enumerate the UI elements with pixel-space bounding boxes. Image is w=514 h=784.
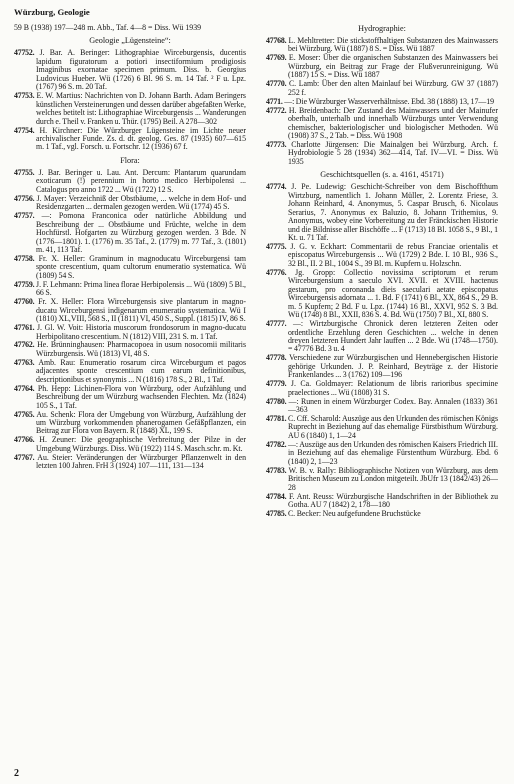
entry-number: 47752. — [14, 48, 35, 58]
right-column — [266, 24, 498, 766]
entry-number: 47761. — [14, 323, 35, 333]
page-number: 2 — [14, 768, 19, 779]
bibliography-entry — [266, 80, 498, 97]
entry-text: Au. Schenk: Flora der Umgebung von Würzburg, Aufzählung der um Würzburg vorkommenden phanerogamen Gefäßpflanzen, ein Beitrag zur Flora von Bayern. R (1848) XL, 199 S. — [36, 409, 246, 436]
bibliography-entry — [14, 281, 246, 298]
bibliography-entry — [14, 49, 246, 91]
entry-number: 4771. — [266, 96, 283, 106]
entry-text: Fr. X. Heller: Graminum in magnoducatu Wirceburgensi tam sponte crescentium, quam cultorum enumeratio systematica. Wü (1809) 54 S. — [36, 253, 246, 280]
entry-number: 47783. — [266, 465, 287, 475]
bibliography-entry — [14, 411, 246, 436]
entry-text: W. B. v. Rally: Bibliographische Notizen von Würzburg, aus dem Britischen Museum zu London mitgeteilt. JbUfr 13 (1842/43) 26—28 — [288, 465, 498, 492]
bibliography-entry — [14, 359, 246, 384]
entry-text: J. F. Lehmann: Prima linea florae Herbipolensis ... Wü (1809) 5 Bl., 66 S. — [36, 279, 246, 298]
bibliography-entry — [266, 37, 498, 54]
entry-number: 47776. — [266, 267, 287, 277]
left-sections — [14, 36, 246, 470]
entry-number: 47782. — [266, 439, 287, 449]
entry-text: Charlotte Jürgensen: Die Mainalgen bei Würzburg. Arch. f. Hydrobiologie 5 28 (1934) 362—414, Taf. IV—VI. = Diss. Wü 1935 — [288, 139, 498, 166]
entry-number: 47767. — [14, 452, 35, 462]
entry-number: 47780. — [266, 396, 287, 406]
entry-text: —: Auszüge aus den Urkunden des römischen Kaisers Friedrich III. in Beziehung auf das ehemalige Fürstenthum Würzburg. Ebd. 6 (1840) 2, 1—23 — [288, 439, 498, 466]
bibliography-entry — [266, 54, 498, 79]
entry-number: 47775. — [266, 241, 287, 251]
entry-text: —: Die Würzburger Wasserverhältnisse. Ebd. 38 (1888) 13, 17—19 — [284, 96, 495, 106]
entry-text: Au. Steier: Veränderungen der Würzburger Pflanzenwelt in den letzten 100 Jahren. FrH 3 (1924) 107—111, 131—134 — [36, 452, 246, 471]
bibliography-entry — [266, 107, 498, 141]
bibliography-entry — [14, 92, 246, 126]
right-sections — [266, 24, 498, 518]
entry-number: 47768. — [266, 36, 287, 45]
entry-number: 47774. — [266, 182, 287, 192]
entry-text: J. Gl. W. Voit: Historia muscorum frondosorum in magno-ducatu Herbipolitano crescentium. N (1812) VIII, 231 S. m. 1 Taf. — [36, 323, 246, 341]
entry-number: 47785. — [266, 509, 287, 519]
entry-number: 47753. — [14, 91, 35, 101]
entry-number: 47758. — [14, 253, 35, 263]
entry-text: E. W. Martius: Nachrichten von D. Johann Barth. Adam Beringers künstlichen Versteinerungen und dessen darüber abgefaßten Werke, welches betitelt ist: Lithographiae Wirceburgensis ... Wanderungen durch e. Theil v. Franken u. Thür. (1795) Beil. A 278—302 — [36, 91, 246, 126]
entry-number: 47773. — [266, 139, 287, 149]
entry-number: 47757. — [14, 211, 35, 221]
bibliography-entry — [266, 467, 498, 492]
bibliography-entry — [14, 436, 246, 453]
bibliography-entry — [266, 243, 498, 268]
entry-text: J. Bar. Beringer u. Lau. Ant. Dercum: Plantarum quarundam exoticarum (!) perennium in horto medico Herbipolensi ... Catalogus pro anno 1722 ... Wü (1722) 12 S. — [36, 167, 246, 194]
entry-number: 47756. — [14, 193, 35, 203]
entry-number: 47763. — [14, 357, 35, 367]
left-column — [14, 24, 246, 766]
entry-text: He. Brünninghausen: Pharmacopoea in usum nosocomii militaris Würzburgensis. Wü (1813) VI, 48 S. — [36, 340, 246, 358]
entry-text: C. Lamb: Über den alten Mainlauf bei Würzburg. GW 37 (1887) 252 f. — [288, 79, 498, 97]
entry-number: 47777. — [266, 319, 287, 329]
bibliography-entry — [14, 255, 246, 280]
entry-text: H. Kirchner: Die Würzburger Lügensteine im Lichte neuer archivalischer Funde. Zs. d. dt. geolog. Ges. 87 (1935) 607—615 m. 1 Taf., vgl. Forsch. u. Fortschr. 12 (1936) 67 f. — [36, 125, 246, 152]
continuation-text: 59 B (1938) 197—248 m. Abb., Taf. 4—8 = Diss. Wü 1939 — [14, 24, 202, 32]
entry-text: H. Breidenbach: Der Zustand des Mainwassers und der Mainufer oberhalb, unterhalb und innerhalb Würzburgs unter Verwendung chemischer, bakteriologischer und biologischer Methoden. Wü (1908) 37 S., 2 Tab. = Diss. Wü 1908 — [288, 105, 498, 140]
bibliography-entry — [14, 212, 246, 254]
entry-number: 47759. — [14, 279, 35, 289]
entry-text: —: Wirtzburgische Chronick deren letzteren Zeiten oder ordentliche Erzehlung deren Geschichten ... welche in denen dreyen letzteren Hundert Jahr lauffen ... 2 Bde. Wü (1748—1750). = 47776 Bd. 3 u. 4 — [288, 319, 498, 354]
bibliography-entry — [14, 298, 246, 323]
entry-number: 47765. — [14, 409, 35, 419]
entry-text: J. G. v. Eckhart: Commentarii de rebus Franciae orientalis et episcopatus Wirceburgensis ... Wü (1729) 2 Bde. I. 10 Bl., 936 S., 32 Bl., II. 2 Bl., 1004 S., 39 Bl. m. Kupfern u. Holzschn. — [288, 241, 498, 268]
bibliography-entry — [266, 441, 498, 466]
bibliography-entry — [266, 510, 498, 518]
entry-number: 47755. — [14, 167, 35, 177]
entry-text: L. Mehltretter: Die stickstoffhaltigen Substanzen des Mainwassers bei Würzburg. Wü (1887) 8 S. = Diss. Wü 1887 — [288, 36, 498, 54]
entry-number: 47766. — [14, 435, 35, 445]
entry-text: E. Moser: Über die organischen Substanzen des Mainwassers bei Würzburg, ein Beitrag zur Frage der Flußverunreinigung. Wü (1887) 15 S. = Diss. Wü 1887 — [288, 53, 498, 80]
entry-number: 47772. — [266, 105, 287, 115]
bibliography-entry — [266, 183, 498, 242]
entry-text: Ph. Hepp: Lichinen-Flora von Würzburg, oder Aufzählung und Beschreibung der um Würzburg wachsenden Flechten. Mz (1824) 105 S., 1 Taf. — [36, 383, 246, 410]
entry-text: F. Ant. Reuss: Würzburgische Handschriften in der Bibliothek zu Gotha. AU 7 (1842) 2, 178—180 — [288, 491, 498, 510]
entry-text: J. Bar. A. Beringer: Lithographiae Wirceburgensis, ducentis lapidum figuratorum a potiori insectiformium prodigiosis Imaginibus exornatae specimen primum. Diss. b. Georgius Ludovicus Hueber. Wü (1726) 6 Bl. 96 S. m. 14 Taf. ² F u. Lpz. (1767) 96 S. m. 20 Taf. — [36, 48, 246, 92]
bibliography-entry — [266, 141, 498, 166]
bibliography-entry — [14, 341, 246, 358]
entry-number: 47760. — [14, 297, 35, 307]
running-header: Würzburg, Geologie — [14, 7, 90, 17]
entry-number: 47781. — [266, 414, 287, 424]
entry-text: H. Zeuner: Die geographische Verbreitung der Pilze in der Umgebung Würzburgs. Diss. Wü (1922) 114 S. Masch.schr. m. Kt. — [36, 435, 246, 453]
entry-text: Jg. Gropp: Collectio novissima scriptorum et rerum Wirceburgensium a saeculo XVI. XVII. et XVIII. hactenus gestarum, pro coronanda dieis saeculari aetate episcopatus Wirceburgensis adornata ... 1. Bd. F (1741) 6 Bl., XX, 864 S., 29 B. m. 5 Kupfern; 2 Bd. F u. Lpz. (1744) 16 Bl., XXVI, 952 S. 3 Bd. Wü (1748) 8 Bl., XXII, 836 S. 4. Bd. Wü (1750) 7 Bl., XI, 880 S. — [288, 267, 498, 320]
entry-text: C. Cff. Scharold: Auszüge aus den Urkunden des römischen Königs Ruprecht in Beziehung auf das ehemalige Fürstbisthum Würzburg. AU 6 (1840) 1, 1—24 — [288, 414, 498, 440]
bibliography-entry — [14, 454, 246, 471]
bibliography-entry — [14, 195, 246, 212]
section-title: Geschichtsquellen (s. a. 4161, 45171) — [320, 170, 444, 180]
entry-number: 47764. — [14, 383, 35, 393]
entry-number: 47770. — [266, 79, 287, 89]
entry-text: J. Ca. Goldmayer: Relationum de libris rarioribus specimine praelectiones ... Wü (1808) 31 S. — [288, 379, 498, 397]
entry-text: —: Pomona Franconica oder natürliche Abbildung und Beschreibung der ... Obstbäume und Früchte, welche in dem Hochfürstl. Hofgarten zu Würzburg gezogen werden. 3 Bde. N (1776—1801). 1. (1776) m. 35 Taf., 2. (1779) m. 77 Taf., 3. (1801) m. 41, 113 Taf. — [36, 211, 246, 254]
entry-number: 47779. — [266, 379, 287, 389]
section-title: Flora: — [120, 155, 140, 165]
bibliography-entry — [14, 324, 246, 341]
entry-text: Amb. Rau: Enumeratio rosarum circa Wirceburgum et pagos adjacentes sponte crescentium cum earum definitionibus, descriptionibus et synonymis ... N (1816) 178 S., 2 Bl., 1 Taf. — [36, 357, 246, 384]
bibliography-entry — [266, 415, 498, 440]
bibliography-entry — [14, 385, 246, 410]
bibliography-entry — [266, 320, 498, 354]
entry-text: Verschiedene zur Würzburgischen und Hennebergischen Historie gehörige Urkunden. J. P. Reinhard, Beyträge z. der Historie Frankenlandes ... 3 (1762) 109—196 — [288, 353, 498, 380]
bibliography-entry — [266, 354, 498, 379]
entry-number: 47784. — [266, 491, 287, 501]
entry-text: Fr. X. Heller: Flora Wirceburgensis sive plantarum in magno-ducatu Wirceburgensi indigenarum enumeratio systematica. Wü I (1810) XL,VIII, 568 S., II (1811) VI, 450 S., Suppl. (1815) IV, 86 S. — [36, 297, 246, 324]
entry-number: 47762. — [14, 340, 35, 350]
section-title: Hydrographie: — [358, 24, 406, 33]
section-title: Geologie „Lügensteine“: — [89, 36, 171, 46]
entry-text: J. Mayer: Verzeichniß der Obstbäume, ... welche in dem Hof- und Residenzgarten ... dermalen gezogen werden. Wü (1774) 45 S. — [36, 193, 246, 212]
bibliography-entry — [266, 398, 498, 415]
entry-text: J. Pe. Ludewig: Geschicht-Schreiber von dem Bischoffthum Wirtzburg, namentlich 1. Johann Müller, 2. Lorentz Friese, 3. Johann Reinhard, 4. Anonymus, 5. Caspar Brusch, 6. Nicolaus Serarius, 7. Anonymus ex Baluzio, 8. Johann Trithemius, 9. Anonymus, wobey eine Vorbereitung zu der Fränckischen Historie und die Bildnisse aller Bischöffe ... F (1713) 18 Bl. 1058 S., 9 Bl., 1 Kt. u. 71 Taf. — [288, 182, 498, 243]
bibliography-entry — [266, 493, 498, 510]
entry-number: 47778. — [266, 353, 287, 363]
entry-number: 47769. — [266, 53, 287, 63]
bibliography-entry — [266, 380, 498, 397]
bibliography-entry — [14, 169, 246, 194]
entry-text: C. Becker: Neu aufgefundene Bruchstücke — [287, 509, 421, 519]
entry-number: 47754. — [14, 125, 35, 135]
bibliography-entry — [14, 127, 246, 152]
entry-text: —: Runen in einem Würzburger Codex. Bay. Annalen (1833) 361—363 — [288, 396, 498, 415]
bibliography-entry — [266, 269, 498, 320]
